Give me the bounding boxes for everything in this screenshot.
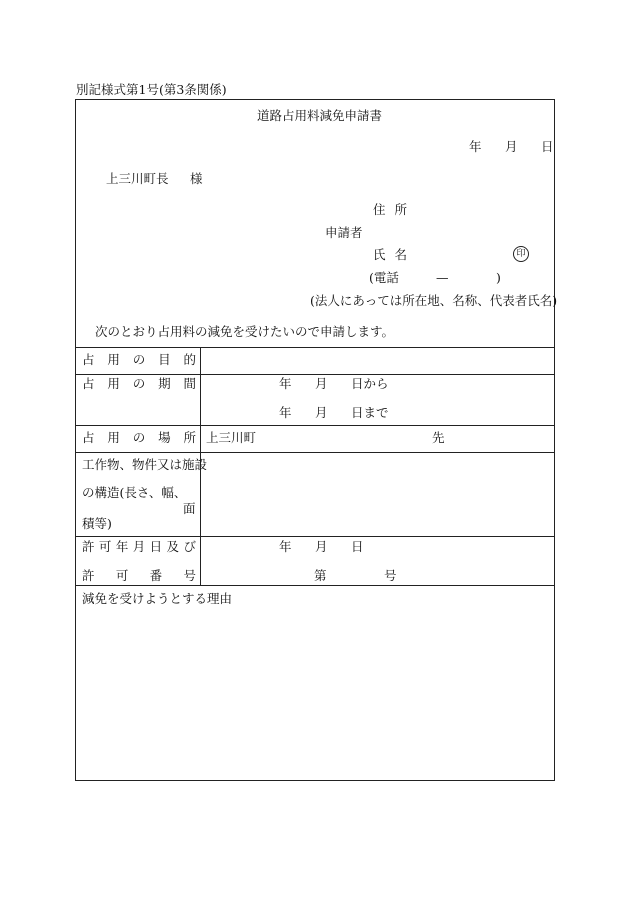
row-divider [76,374,554,375]
period-to-day: 日まで [351,405,389,420]
structure-label-line2: の構造(長さ、幅、 [82,485,187,500]
intro-text: 次のとおり占用料の減免を受けたいので申請します。 [95,324,395,339]
location-town: 上三川町 [206,430,257,445]
date-day-label: 日 [541,139,554,154]
permit-number-suffix: 号 [384,568,397,583]
location-label: 占 用 の 場 所 [82,430,196,445]
name-label: 氏 名 [373,247,407,262]
applicant-label: 申請者 [325,225,363,240]
structure-label-line4: 積等) [82,516,112,531]
phone-close: ) [496,270,501,285]
permit-date-day: 日 [351,539,364,554]
structure-label-line3: 面 [183,501,196,516]
period-from-year: 年 [279,376,292,391]
period-to-year: 年 [279,405,292,420]
date-year-label: 年 [469,139,482,154]
period-from-month: 月 [315,376,328,391]
form-header: 別記様式第1号(第3条関係) [76,82,227,97]
phone-dash: — [436,270,449,285]
permit-date-year: 年 [279,539,292,554]
location-suffix: 先 [432,430,445,445]
corporate-note: (法人にあっては所在地、名称、代表者氏名) [310,293,558,308]
row-divider [76,425,554,426]
row-divider [76,452,554,453]
period-label: 占 用 の 期 間 [82,376,196,391]
reason-label: 減免を受けようとする理由 [82,591,233,606]
application-form [75,99,558,781]
permit-number-label: 許 可 番 号 [82,568,196,583]
addressee-name: 上三川町長 [106,171,169,186]
addressee-honorific: 様 [190,171,203,186]
row-divider [76,347,554,348]
row-divider [76,536,554,537]
permit-date-month: 月 [315,539,328,554]
permit-number-prefix: 第 [314,568,327,583]
date-month-label: 月 [505,139,518,154]
phone-open: (電話 [369,270,399,285]
period-to-month: 月 [315,405,328,420]
purpose-label: 占 用 の 目 的 [82,352,196,367]
period-from-day: 日から [351,376,389,391]
seal-mark: 印 [513,246,529,262]
row-divider [76,585,554,586]
form-title: 道路占用料減免申請書 [257,108,383,123]
address-label: 住 所 [373,202,407,217]
permit-date-label: 許 可 年 月 日 及 び [82,539,196,554]
structure-label-line1: 工作物、物件又は施設 [82,457,208,472]
